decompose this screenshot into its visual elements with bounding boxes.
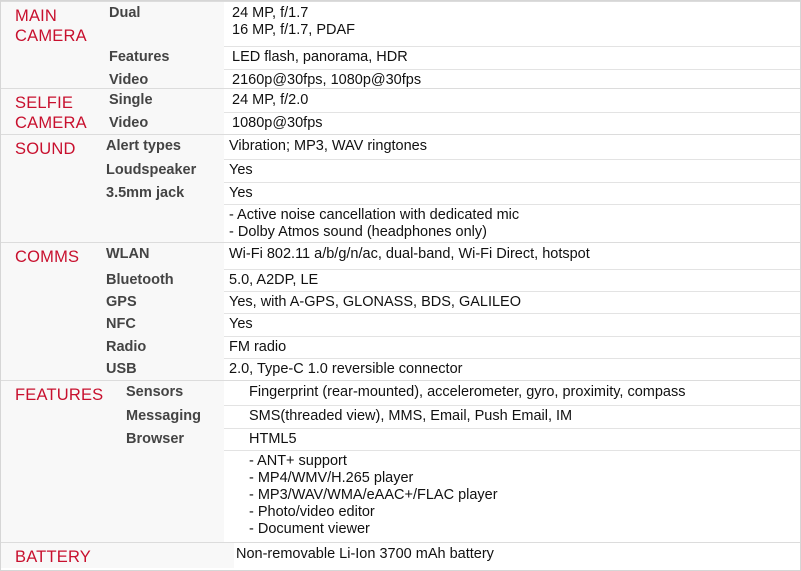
category-label: MAIN CAMERA <box>15 7 87 45</box>
spec-name: WLAN <box>106 246 150 262</box>
category-label: SOUND <box>15 140 76 158</box>
spec-name: Loudspeaker <box>106 162 197 178</box>
spec-name-cell <box>104 450 224 543</box>
spec-value: Yes <box>229 162 253 178</box>
spec-name-cell <box>104 204 224 243</box>
spec-name-cell <box>104 313 224 336</box>
spec-row <box>104 269 800 292</box>
spec-name: GPS <box>106 294 137 310</box>
spec-row <box>104 135 800 160</box>
spec-row <box>104 358 800 381</box>
spec-row <box>104 46 800 70</box>
spec-value: 1080p@30fps <box>232 115 323 131</box>
spec-name-cell <box>104 405 224 428</box>
spec-value: Wi-Fi 802.11 a/b/g/n/ac, dual-band, Wi-Fi Direct, hotspot <box>229 246 590 262</box>
spec-row <box>104 543 800 568</box>
spec-row <box>104 204 800 243</box>
spec-row <box>104 243 800 270</box>
category-cell <box>1 543 104 568</box>
spec-value: - Active noise cancellation with dedicated mic - Dolby Atmos sound (headphones only) <box>229 207 520 240</box>
spec-value: Yes <box>229 185 253 201</box>
spec-value: - ANT+ support - MP4/WMV/H.265 player - MP3/WAV/WMA/eAAC+/FLAC player - Photo/video editor - Document viewer <box>249 453 498 537</box>
spec-value: Non-removable Li-Ion 3700 mAh battery <box>236 546 494 562</box>
spec-section <box>1 134 800 243</box>
spec-name-cell <box>104 112 224 135</box>
spec-name: Radio <box>106 339 147 355</box>
spec-section <box>1 380 800 543</box>
spec-row <box>104 2 800 47</box>
spec-name: Messaging <box>126 408 201 424</box>
spec-name: Alert types <box>106 138 181 154</box>
spec-name-cell <box>104 89 224 112</box>
spec-row <box>104 313 800 337</box>
spec-name: NFC <box>106 316 136 332</box>
spec-row <box>104 89 800 113</box>
spec-name-cell <box>104 543 234 568</box>
spec-name-cell <box>104 69 224 89</box>
spec-name-cell <box>104 182 224 204</box>
spec-row <box>104 182 800 205</box>
category-label: COMMS <box>15 248 80 266</box>
spec-value: 2.0, Type-C 1.0 reversible connector <box>229 361 463 377</box>
spec-row <box>104 291 800 314</box>
spec-value: Fingerprint (rear-mounted), accelerometer, gyro, proximity, compass <box>249 384 686 400</box>
spec-name: Features <box>109 49 170 65</box>
category-cell <box>1 89 104 135</box>
spec-value: Yes <box>229 316 253 332</box>
spec-name-cell <box>104 243 224 269</box>
spec-name: Video <box>109 115 149 131</box>
spec-name-cell <box>104 135 224 159</box>
spec-name-cell <box>104 269 224 291</box>
spec-value: 24 MP, f/2.0 <box>232 92 309 108</box>
spec-name: Browser <box>126 431 185 447</box>
spec-name-cell <box>104 381 224 405</box>
spec-row <box>104 450 800 543</box>
spec-name-cell <box>104 428 224 450</box>
spec-row <box>104 69 800 89</box>
spec-name-cell <box>104 46 224 69</box>
spec-name: Sensors <box>126 384 184 400</box>
spec-row <box>104 405 800 429</box>
spec-value: Vibration; MP3, WAV ringtones <box>229 138 427 154</box>
spec-name: Video <box>109 72 149 88</box>
spec-row <box>104 159 800 183</box>
category-cell <box>1 381 104 543</box>
spec-row <box>104 428 800 451</box>
spec-name: Dual <box>109 5 141 21</box>
category-label: FEATURES <box>15 386 104 404</box>
category-cell <box>1 135 104 243</box>
category-label: SELFIE CAMERA <box>15 94 87 132</box>
spec-name: Single <box>109 92 153 108</box>
spec-section <box>1 88 800 135</box>
spec-section <box>1 1 800 89</box>
category-cell <box>1 243 104 381</box>
spec-name-cell <box>104 291 224 313</box>
category-cell <box>1 2 104 89</box>
spec-name: Bluetooth <box>106 272 174 288</box>
spec-value: SMS(threaded view), MMS, Email, Push Email, IM <box>249 408 573 424</box>
spec-value: 5.0, A2DP, LE <box>229 272 319 288</box>
spec-value: LED flash, panorama, HDR <box>232 49 408 65</box>
spec-name: USB <box>106 361 137 377</box>
spec-name-cell <box>104 358 224 381</box>
spec-section <box>1 242 800 381</box>
spec-row <box>104 336 800 359</box>
spec-value: 24 MP, f/1.7 16 MP, f/1.7, PDAF <box>232 5 356 38</box>
spec-row <box>104 381 800 406</box>
spec-name-cell <box>104 159 224 182</box>
spec-section <box>1 542 800 568</box>
spec-value: HTML5 <box>249 431 297 447</box>
spec-name-cell <box>104 336 224 358</box>
spec-value: Yes, with A-GPS, GLONASS, BDS, GALILEO <box>229 294 521 310</box>
spec-name-cell <box>104 2 224 46</box>
spec-value: 2160p@30fps, 1080p@30fps <box>232 72 422 88</box>
category-label: BATTERY <box>15 548 91 566</box>
spec-value: FM radio <box>229 339 287 355</box>
spec-row <box>104 112 800 135</box>
spec-name: 3.5mm jack <box>106 185 185 201</box>
